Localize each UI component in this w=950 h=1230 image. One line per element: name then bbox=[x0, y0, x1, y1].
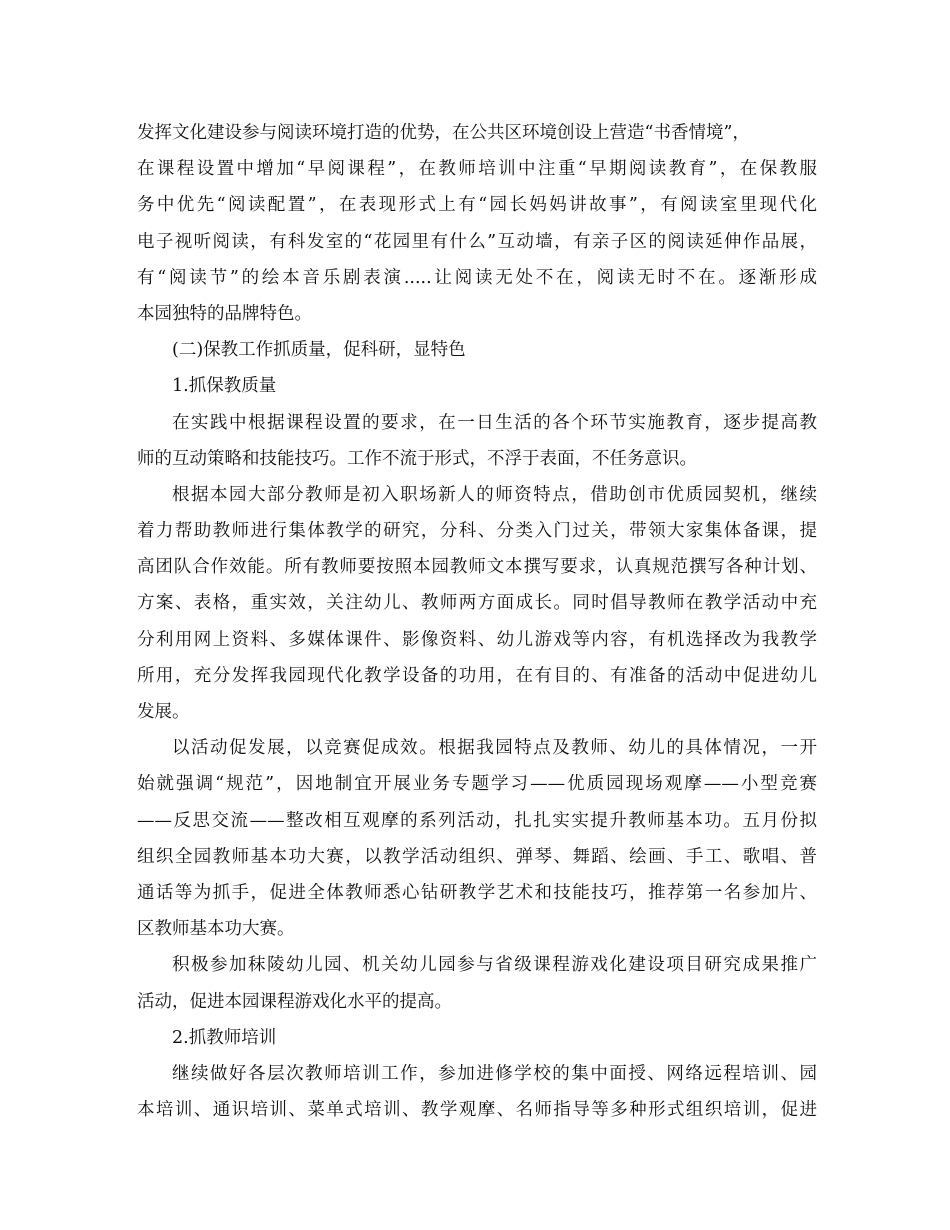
text-line: 2.抓教师培训 bbox=[172, 1027, 277, 1048]
text-line: 以活动促发展，以竞赛促成效。根据我园特点及教师、幼儿的具体情况，一开 bbox=[172, 738, 817, 759]
text-line: 本园独特的品牌特色。 bbox=[137, 303, 312, 324]
text-line: 活动，促进本园课程游戏化水平的提高。 bbox=[137, 991, 452, 1012]
text-line: ——反思交流——整改相互观摩的系列活动，扎扎实实提升教师基本功。五月份拟 bbox=[137, 810, 817, 831]
text-line: 组织全园教师基本功大赛，以教学活动组织、弹琴、舞蹈、绘画、手工、歌唱、普 bbox=[137, 846, 817, 867]
text-line: 分利用网上资料、多媒体课件、影像资料、幼儿游戏等内容，有机选择改为我教学 bbox=[137, 629, 817, 650]
document-body bbox=[137, 115, 817, 1128]
text-line: 所用，充分发挥我园现代化教学设备的功用，在有目的、有准备的活动中促进幼儿 bbox=[137, 665, 817, 686]
text-line: 在课程设置中增加“早阅课程”，在教师培训中注重“早期阅读教育”，在保教服 bbox=[137, 159, 817, 180]
text-line: 发展。 bbox=[137, 702, 190, 722]
text-line: 继续做好各层次教师培训工作，参加进修学校的集中面授、网络远程培训、园 bbox=[172, 1063, 817, 1084]
text-line: 本培训、通识培训、菜单式培训、教学观摩、名师指导等多种形式组织培训，促进 bbox=[137, 1100, 817, 1121]
text-line: 务中优先“阅读配置”，在表现形式上有“园长妈妈讲故事”，有阅读室里现代化 bbox=[137, 195, 817, 216]
text-line: 发挥文化建设参与阅读环境打造的优势，在公共区环境创设上营造“书香情境”， bbox=[137, 123, 750, 143]
text-line: 方案、表格，重实效，关注幼儿、教师两方面成长。同时倡导教师在教学活动中充 bbox=[137, 593, 817, 614]
text-line: 电子视听阅读，有科发室的“花园里有什么”互动墙，有亲子区的阅读延伸作品展， bbox=[137, 231, 817, 252]
text-line: 师的互动策略和技能技巧。工作不流于形式，不浮于表面，不任务意识。 bbox=[137, 448, 697, 469]
text-line: 根据本园大部分教师是初入职场新人的师资特点，借助创市优质园契机，继续 bbox=[172, 484, 817, 505]
text-line: 通话等为抓手，促进全体教师悉心钻研教学艺术和技能技巧，推荐第一名参加片、 bbox=[137, 882, 817, 903]
text-line: 着力帮助教师进行集体教学的研究，分科、分类入门过关，带领大家集体备课，提 bbox=[137, 521, 817, 542]
text-line: 有“阅读节”的绘本音乐剧表演.....让阅读无处不在，阅读无时不在。逐渐形成 bbox=[137, 267, 817, 288]
text-line: 高团队合作效能。所有教师要按照本园教师文本撰写要求，认真规范撰写各种计划、 bbox=[137, 557, 817, 578]
text-line: 在实践中根据课程设置的要求，在一日生活的各个环节实施教育，逐步提高教 bbox=[172, 412, 817, 433]
text-line: 1.抓保教质量 bbox=[172, 376, 277, 397]
text-line: 区教师基本功大赛。 bbox=[137, 919, 295, 940]
text-line: (二)保教工作抓质量，促科研，显特色 bbox=[172, 340, 466, 361]
text-line: 积极参加秣陵幼儿园、机关幼儿园参与省级课程游戏化建设项目研究成果推广 bbox=[172, 955, 817, 976]
text-line: 始就强调“规范”，因地制宜开展业务专题学习——优质园现场观摩——小型竞赛 bbox=[137, 774, 817, 795]
